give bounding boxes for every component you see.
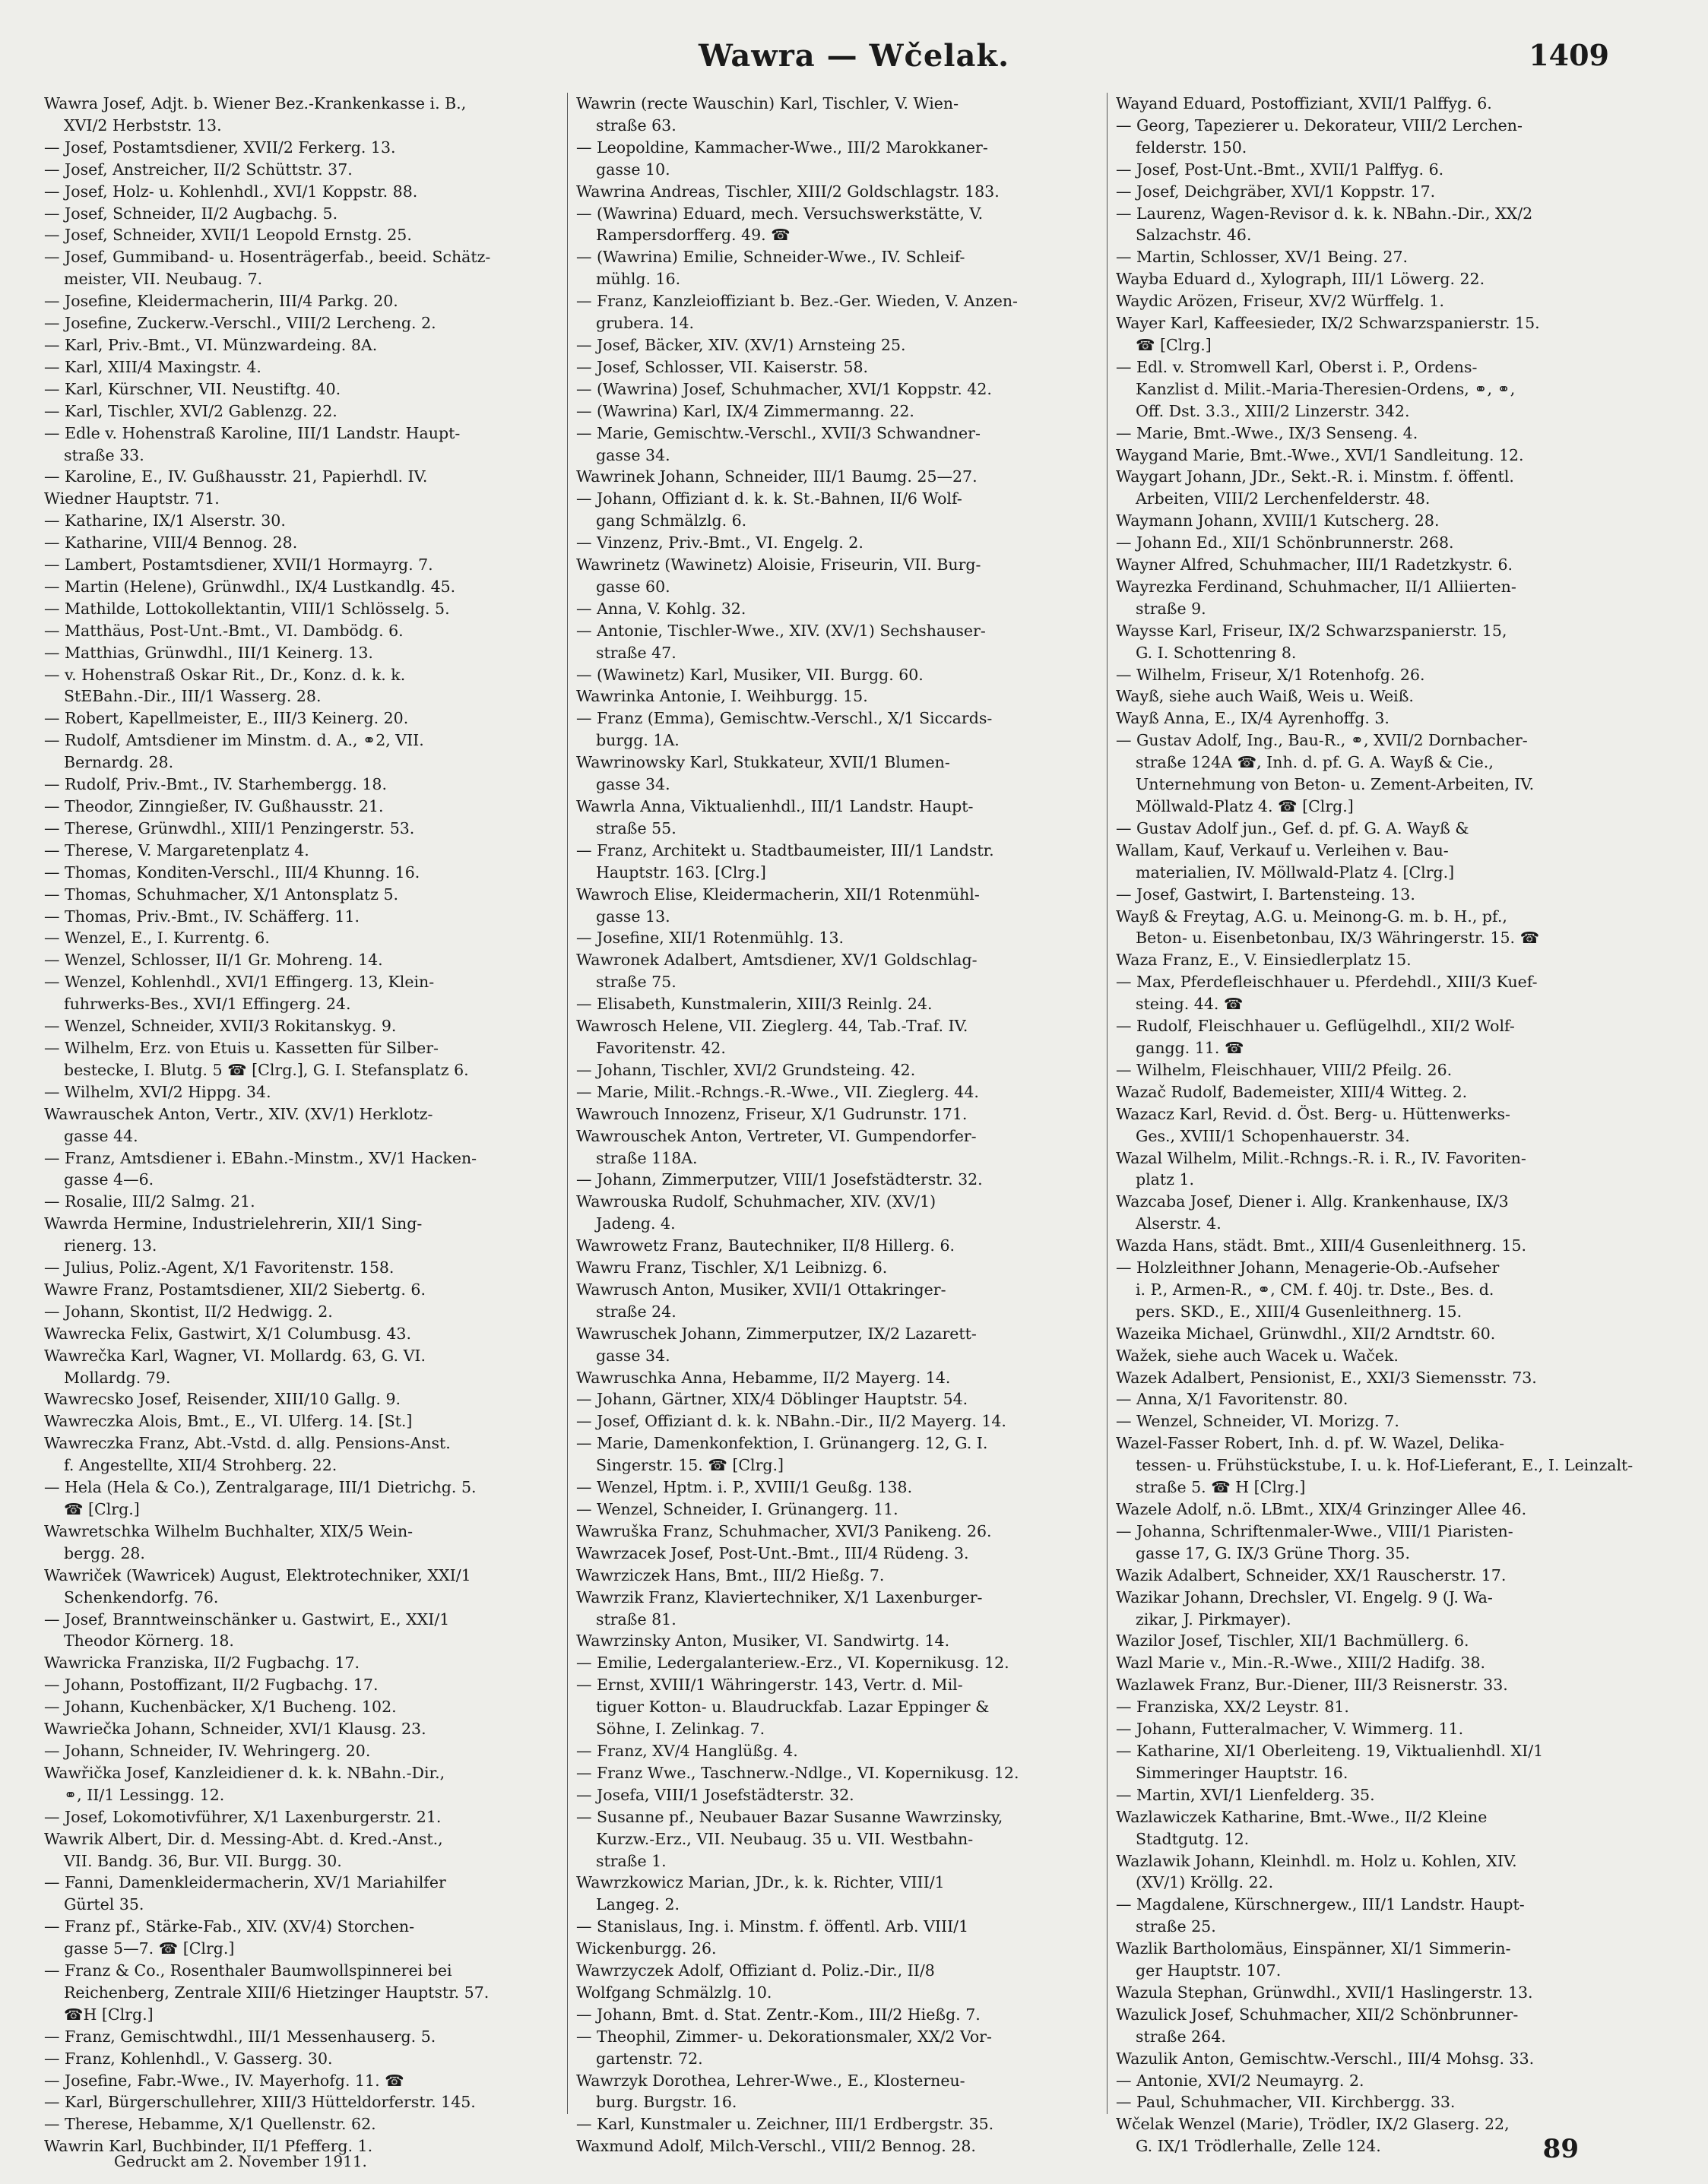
directory-line: — Wilhelm, Fleischhauer, VIII/2 Pfeilg. 26.	[1116, 1060, 1453, 1079]
directory-line: Schenkendorfg. 76.	[64, 1587, 219, 1606]
directory-line: — Paul, Schuhmacher, VII. Kirchbergg. 33.	[1116, 2093, 1456, 2112]
directory-line: — Franz, Amtsdiener i. EBahn.-Minstm., XV/1 Hacken-	[44, 1148, 477, 1167]
directory-line: — v. Hohenstraß Oskar Rit., Dr., Konz. d. k. k.	[44, 665, 406, 684]
directory-line: — Rudolf, Amtsdiener im Minstm. d. A., ⚭2, VII.	[44, 731, 424, 750]
directory-line: — Franz (Emma), Gemischtw.-Verschl., X/1 Siccards-	[576, 709, 993, 728]
directory-line: — Marie, Milit.-Rchngs.-R.-Wwe., VII. Zieglerg. 44.	[576, 1082, 979, 1101]
directory-line: Beton- u. Eisenbetonbau, IX/3 Währingerstr. 15. ☎	[1136, 929, 1540, 948]
directory-line: Wawrusch Anton, Musiker, XVII/1 Ottakringer-	[576, 1280, 946, 1299]
directory-line: — Emilie, Ledergalanteriew.-Erz., VI. Kopernikusg. 12.	[576, 1654, 1009, 1673]
directory-line: — Johann, Postoffizant, II/2 Fugbachg. 17.	[44, 1676, 379, 1695]
directory-line: Simmeringer Hauptstr. 16.	[1136, 1763, 1348, 1782]
directory-line: — Theodor, Zinngießer, IV. Gußhausstr. 21.	[44, 797, 384, 815]
directory-line: — Anna, X/1 Favoritenstr. 80.	[1116, 1390, 1348, 1409]
directory-line: straße 118A.	[596, 1148, 698, 1167]
directory-line: Wawrouschek Anton, Vertreter, VI. Gumpendorfer-	[576, 1126, 977, 1145]
directory-line: — Julius, Poliz.-Agent, X/1 Favoritenstr. 158.	[44, 1258, 395, 1277]
sheet-number: 89	[1542, 2134, 1579, 2164]
directory-line: gasse 34.	[596, 445, 670, 464]
directory-line: Wiedner Hauptstr. 71.	[44, 489, 220, 508]
directory-line: Wawrečka Karl, Wagner, VI. Mollardg. 63, G. VI.	[44, 1346, 426, 1365]
directory-line: — Franz Wwe., Taschnerw.-Ndlge., VI. Kopernikusg. 12.	[576, 1763, 1019, 1782]
directory-line: — (Wawrina) Josef, Schuhmacher, XVI/1 Koppstr. 42.	[576, 379, 992, 398]
directory-line: — Katharine, VIII/4 Bennog. 28.	[44, 533, 298, 552]
directory-line: rienerg. 13.	[64, 1236, 157, 1255]
directory-line: — Therese, Grünwdhl., XIII/1 Penzingerstr. 53.	[44, 818, 415, 837]
directory-line: Wawroch Elise, Kleidermacherin, XII/1 Rotenmühl-	[576, 885, 980, 904]
directory-line: Wazilor Josef, Tischler, XII/1 Bachmüllerg. 6.	[1116, 1632, 1469, 1651]
directory-line: StEBahn.-Dir., III/1 Wasserg. 28.	[64, 687, 322, 706]
directory-line: Wazlawek Franz, Bur.-Diener, III/3 Reisnerstr. 33.	[1116, 1676, 1508, 1695]
directory-line: — Josef, Lokomotivführer, X/1 Laxenburgerstr. 21.	[44, 1807, 442, 1826]
directory-line: — Karl, XIII/4 Maxingstr. 4.	[44, 357, 261, 376]
directory-line: Waygart Johann, JDr., Sekt.-R. i. Minstm. f. öffentl.	[1116, 467, 1514, 486]
directory-line: G. IX/1 Trödlerhalle, Zelle 124.	[1136, 2137, 1381, 2156]
directory-line: Wazik Adalbert, Schneider, XX/1 Rauscherstr. 17.	[1116, 1565, 1507, 1584]
directory-line: — Karl, Bürgerschullehrer, XIII/3 Hütteldorferstr. 145.	[44, 2093, 476, 2112]
directory-line: gasse 60.	[596, 577, 670, 596]
page-number: 1409	[1529, 38, 1609, 72]
directory-line: Wawrzik Franz, Klaviertechniker, X/1 Laxenburger-	[576, 1587, 983, 1606]
directory-line: Waymann Johann, XVIII/1 Kutscherg. 28.	[1116, 511, 1440, 530]
directory-line: Wawronek Adalbert, Amtsdiener, XV/1 Goldschlag-	[576, 951, 978, 970]
directory-line: Wayß & Freytag, A.G. u. Meinong-G. m. b. H., pf.,	[1116, 907, 1507, 926]
directory-line: — Wilhelm, XVI/2 Hippg. 34.	[44, 1082, 271, 1101]
directory-line: Wazek Adalbert, Pensionist, E., XXI/3 Siemensstr. 73.	[1116, 1368, 1537, 1387]
directory-line: steing. 44. ☎	[1136, 995, 1244, 1014]
directory-line: — Wenzel, Schneider, XVII/3 Rokitanskyg. 9.	[44, 1017, 397, 1036]
directory-line: meister, VII. Neubaug. 7.	[64, 270, 263, 289]
directory-line: — Wenzel, Hptm. i. P., XVIII/1 Geußg. 138.	[576, 1478, 913, 1497]
directory-line: Wazulick Josef, Schuhmacher, XII/2 Schönbrunner-	[1116, 2005, 1519, 2024]
directory-line: ☎ [Clrg.]	[64, 1500, 140, 1518]
directory-line: Söhne, I. Zelinkag. 7.	[596, 1720, 765, 1739]
directory-line: materialien, IV. Möllwald-Platz 4. [Clrg.]	[1136, 863, 1455, 882]
directory-line: Wawrin (recte Wauschin) Karl, Tischler, V. Wien-	[576, 94, 959, 112]
directory-line: Wawrda Hermine, Industrielehrerin, XII/1 Sing-	[44, 1214, 423, 1233]
directory-line: — Josef, Schneider, II/2 Augbachg. 5.	[44, 204, 338, 223]
directory-line: gartenstr. 72.	[596, 2049, 703, 2068]
directory-line: straße 25.	[1136, 1917, 1216, 1936]
directory-line: — Theophil, Zimmer- u. Dekorationsmaler, XX/2 Vor-	[576, 2027, 992, 2046]
directory-line: — Hela (Hela & Co.), Zentralgarage, III/1 Dietrichg. 5.	[44, 1478, 477, 1497]
directory-line: ☎H [Clrg.]	[64, 2005, 154, 2024]
directory-line: Wazlawik Johann, Kleinhdl. m. Holz u. Kohlen, XIV.	[1116, 1851, 1517, 1870]
directory-line: — Karl, Kunstmaler u. Zeichner, III/1 Erdbergstr. 35.	[576, 2115, 994, 2134]
directory-line: Wawrinek Johann, Schneider, III/1 Baumg. 25—27.	[576, 467, 978, 486]
directory-line: Wawrecsko Josef, Reisender, XIII/10 Gallg. 9.	[44, 1390, 401, 1409]
directory-line: — Franz, Kohlenhdl., V. Gasserg. 30.	[44, 2049, 333, 2068]
directory-line: gasse 5—7. ☎ [Clrg.]	[64, 1939, 235, 1958]
directory-line: Wayrezka Ferdinand, Schuhmacher, II/1 Alliierten-	[1116, 577, 1516, 596]
directory-line: Wazacz Karl, Revid. d. Öst. Berg- u. Hüttenwerks-	[1116, 1104, 1510, 1123]
directory-line: Wawruška Franz, Schuhmacher, XVI/3 Panikeng. 26.	[576, 1521, 992, 1540]
directory-line: — Gustav Adolf, Ing., Bau-R., ⚭, XVII/2 Dornbacher-	[1116, 731, 1528, 750]
directory-line: — (Wawrina) Karl, IX/4 Zimmermanng. 22.	[576, 401, 914, 420]
directory-line: Wayand Eduard, Postoffiziant, XVII/1 Palffyg. 6.	[1116, 94, 1492, 112]
directory-line: Wayner Alfred, Schuhmacher, III/1 Radetzkystr. 6.	[1116, 555, 1513, 574]
directory-line: straße 55.	[596, 818, 677, 837]
directory-line: — Thomas, Schuhmacher, X/1 Antonsplatz 5.	[44, 885, 399, 904]
directory-line: — (Wawinetz) Karl, Musiker, VII. Burgg. 60.	[576, 665, 924, 684]
directory-line: — Gustav Adolf jun., Gef. d. pf. G. A. Wayß &	[1116, 818, 1469, 837]
directory-line: Wazal Wilhelm, Milit.-Rchngs.-R. i. R., IV. Favoriten-	[1116, 1148, 1526, 1167]
directory-line: — Karl, Tischler, XVI/2 Gablenzg. 22.	[44, 401, 337, 420]
directory-line: — Johanna, Schriftenmaler-Wwe., VIII/1 Piaristen-	[1116, 1521, 1513, 1540]
directory-line: — Josefa, VIII/1 Josefstädterstr. 32.	[576, 1785, 854, 1804]
directory-line: Wawrouska Rudolf, Schuhmacher, XIV. (XV/1)	[576, 1192, 936, 1211]
directory-line: straße 124A ☎, Inh. d. pf. G. A. Wayß & Cie.,	[1136, 753, 1494, 772]
directory-line: Salzachstr. 46.	[1136, 226, 1252, 245]
directory-line: Wazcaba Josef, Diener i. Allg. Krankenhause, IX/3	[1116, 1192, 1509, 1211]
directory-line: — Josef, Deichgräber, XVI/1 Koppstr. 17.	[1116, 182, 1436, 201]
directory-line: straße 5. ☎ H [Clrg.]	[1136, 1478, 1306, 1497]
directory-line: — Anna, V. Kohlg. 32.	[576, 599, 746, 618]
directory-line: — Max, Pferdefleischhauer u. Pferdehdl., XIII/3 Kuef-	[1116, 973, 1538, 992]
directory-line: — Lambert, Postamtsdiener, XVII/1 Hormayrg. 7.	[44, 555, 433, 574]
directory-line: burgg. 1A.	[596, 731, 680, 750]
directory-line: — Josefine, Fabr.-Wwe., IV. Mayerhofg. 11. ☎	[44, 2071, 404, 2090]
directory-line: — Johann, Futteralmacher, V. Wimmerg. 11.	[1116, 1720, 1464, 1739]
directory-line: — Josefine, XII/1 Rotenmühlg. 13.	[576, 929, 844, 948]
directory-line: Wčelak Wenzel (Marie), Trödler, IX/2 Glaserg. 22,	[1116, 2115, 1510, 2134]
directory-line: — Rudolf, Fleischhauer u. Geflügelhdl., XII/2 Wolf-	[1116, 1017, 1515, 1036]
directory-line: Wawrla Anna, Viktualienhdl., III/1 Landstr. Haupt-	[576, 797, 974, 815]
directory-line: platz 1.	[1136, 1170, 1195, 1189]
directory-line: — Magdalene, Kürschnergew., III/1 Landstr. Haupt-	[1116, 1895, 1525, 1914]
directory-line: Wawra Josef, Adjt. b. Wiener Bez.-Krankenkasse i. B.,	[44, 94, 467, 112]
directory-line: — Wenzel, Kohlenhdl., XVI/1 Effingerg. 13, Klein-	[44, 973, 435, 992]
directory-line: Wawřička Josef, Kanzleidiener d. k. k. NBahn.-Dir.,	[44, 1763, 445, 1782]
directory-line: straße 1.	[596, 1851, 667, 1870]
directory-line: straße 33.	[64, 445, 144, 464]
directory-line: Wazel-Fasser Robert, Inh. d. pf. W. Wazel, Delika-	[1116, 1434, 1505, 1453]
directory-line: Wawrina Andreas, Tischler, XIII/2 Goldschlagstr. 183.	[576, 182, 1000, 201]
directory-line: — Karl, Priv.-Bmt., VI. Münzwardeing. 8A.	[44, 335, 378, 354]
directory-line: Bernardg. 28.	[64, 753, 174, 772]
directory-line: — Josefine, Kleidermacherin, III/4 Parkg. 20.	[44, 292, 398, 311]
directory-line: Wayß, siehe auch Waiß, Weis u. Weiß.	[1116, 687, 1414, 706]
directory-line: gasse 13.	[596, 907, 670, 926]
directory-line: Langeg. 2.	[596, 1895, 680, 1914]
directory-line: Wawrowetz Franz, Bautechniker, II/8 Hillerg. 6.	[576, 1236, 955, 1255]
directory-line: — Laurenz, Wagen-Revisor d. k. k. NBahn.-Dir., XX/2	[1116, 204, 1533, 223]
directory-line: grubera. 14.	[596, 314, 695, 333]
directory-line: Wawrinowsky Karl, Stukkateur, XVII/1 Blumen-	[576, 753, 950, 772]
directory-line: — Johann, Kuchenbäcker, X/1 Bucheng. 102.	[44, 1698, 397, 1717]
directory-line: — Antonie, Tischler-Wwe., XIV. (XV/1) Sechshauser-	[576, 621, 986, 640]
directory-line: — Ernst, XVIII/1 Währingerstr. 143, Vertr. d. Mil-	[576, 1676, 963, 1695]
directory-line: — Edl. v. Stromwell Karl, Oberst i. P., Ordens-	[1116, 357, 1478, 376]
directory-line: Jadeng. 4.	[596, 1214, 676, 1233]
directory-line: — Wilhelm, Erz. von Etuis u. Kassetten für Silber-	[44, 1038, 439, 1057]
column-divider	[1107, 93, 1108, 2114]
directory-line: Wawrinka Antonie, I. Weihburgg. 15.	[576, 687, 868, 706]
directory-line: fuhrwerks-Bes., XVI/1 Effingerg. 24.	[64, 995, 351, 1014]
directory-line: — Johann, Skontist, II/2 Hedwigg. 2.	[44, 1302, 333, 1321]
column-2	[576, 93, 1101, 2156]
directory-line: burg. Burgstr. 16.	[596, 2093, 737, 2112]
directory-line: Wickenburgg. 26.	[576, 1939, 717, 1958]
directory-line: — Karl, Kürschner, VII. Neustiftg. 40.	[44, 379, 341, 398]
directory-line: bergg. 28.	[64, 1543, 145, 1562]
directory-line: — Josef, Branntweinschänker u. Gastwirt, E., XXI/1	[44, 1610, 450, 1629]
directory-line: Wažek, siehe auch Wacek u. Waček.	[1116, 1346, 1399, 1365]
directory-line: Rampersdorfferg. 49. ☎	[596, 226, 791, 245]
column-1	[44, 93, 553, 2156]
directory-line: straße 75.	[596, 973, 677, 992]
directory-line: Stadtgutg. 12.	[1136, 1829, 1250, 1848]
directory-line: — Josef, Offiziant d. k. k. NBahn.-Dir., II/2 Mayerg. 14.	[576, 1412, 1006, 1431]
directory-line: — Karoline, E., IV. Gußhausstr. 21, Papierhdl. IV.	[44, 467, 428, 486]
directory-line: — Josef, Holz- u. Kohlenhdl., XVI/1 Koppstr. 88.	[44, 182, 418, 201]
directory-line: Wawreczka Alois, Bmt., E., VI. Ulferg. 14. [St.]	[44, 1412, 413, 1431]
directory-line: gasse 34.	[596, 1346, 670, 1365]
directory-line: Wawre Franz, Postamtsdiener, XII/2 Siebertg. 6.	[44, 1280, 426, 1299]
directory-line: gasse 34.	[596, 775, 670, 794]
directory-line: straße 264.	[1136, 2027, 1226, 2046]
directory-line: — Franz & Co., Rosenthaler Baumwollspinnerei bei	[44, 1961, 452, 1980]
directory-line: — Georg, Tapezierer u. Dekorateur, VIII/2 Lerchen-	[1116, 116, 1523, 135]
directory-line: — Antonie, XVI/2 Neumayrg. 2.	[1116, 2071, 1364, 2090]
directory-line: — Johann, Offiziant d. k. k. St.-Bahnen, II/6 Wolf-	[576, 489, 962, 508]
directory-line: straße 63.	[596, 116, 677, 135]
directory-line: Wawrouch Innozenz, Friseur, X/1 Gudrunstr. 171.	[576, 1104, 968, 1123]
directory-line: — Thomas, Konditen-Verschl., III/4 Khunng. 16.	[44, 863, 420, 882]
directory-line: i. P., Armen-R., ⚭, CM. f. 40j. tr. Dste., Bes. d.	[1136, 1280, 1494, 1299]
directory-line: — Josef, Bäcker, XIV. (XV/1) Arnsteing 25.	[576, 335, 906, 354]
directory-line: — Thomas, Priv.-Bmt., IV. Schäfferg. 11.	[44, 907, 360, 926]
directory-line: — Marie, Damenkonfektion, I. Grünangerg. 12, G. I.	[576, 1434, 988, 1453]
directory-line: Wawrik Albert, Dir. d. Messing-Abt. d. Kred.-Anst.,	[44, 1829, 443, 1848]
directory-line: — Marie, Gemischtw.-Verschl., XVII/3 Schwandner-	[576, 423, 981, 442]
directory-line: Mollardg. 79.	[64, 1368, 171, 1387]
directory-line: — Martin, Schlosser, XV/1 Being. 27.	[1116, 248, 1409, 267]
directory-line: Waza Franz, E., V. Einsiedlerplatz 15.	[1116, 951, 1412, 970]
directory-line: — Wenzel, Schneider, I. Grünangerg. 11.	[576, 1500, 898, 1518]
directory-line: — Rudolf, Priv.-Bmt., IV. Starhembergg. 18.	[44, 775, 387, 794]
directory-line: — Josef, Post-Unt.-Bmt., XVII/1 Palffyg. 6.	[1116, 160, 1444, 179]
directory-line: — Wenzel, Schneider, VI. Morizg. 7.	[1116, 1412, 1399, 1431]
directory-line: gang Schmälzlg. 6.	[596, 511, 747, 530]
directory-line: — Josefine, Zuckerw.-Verschl., VIII/2 Lercheng. 2.	[44, 314, 436, 333]
directory-line: — Therese, V. Margaretenplatz 4.	[44, 840, 309, 859]
directory-line: — Johann, Schneider, IV. Wehringerg. 20.	[44, 1741, 371, 1760]
directory-line: gasse 10.	[596, 160, 670, 179]
directory-line: Alserstr. 4.	[1136, 1214, 1222, 1233]
directory-line: G. I. Schottenring 8.	[1136, 643, 1297, 662]
directory-line: ger Hauptstr. 107.	[1136, 1961, 1282, 1980]
directory-line: — Martin, XVI/1 Lienfelderg. 35.	[1116, 1785, 1375, 1804]
directory-line: — (Wawrina) Emilie, Schneider-Wwe., IV. Schleif-	[576, 248, 965, 267]
directory-line: Wawrzyk Dorothea, Lehrer-Wwe., E., Klosterneu-	[576, 2071, 965, 2090]
directory-line: — Rosalie, III/2 Salmg. 21.	[44, 1192, 255, 1211]
directory-line: Wawriček (Wawricek) August, Elektrotechniker, XXI/1	[44, 1565, 471, 1584]
directory-line: Wazula Stephan, Grünwdhl., XVII/1 Haslingerstr. 13.	[1116, 1983, 1533, 2002]
directory-line: — Josef, Gastwirt, I. Bartensteing. 13.	[1116, 885, 1415, 904]
directory-line: Wazlawiczek Katharine, Bmt.-Wwe., II/2 Kleine	[1116, 1807, 1488, 1826]
directory-line: Wayba Eduard d., Xylograph, III/1 Löwerg. 22.	[1116, 270, 1485, 289]
directory-line: — Robert, Kapellmeister, E., III/3 Keinerg. 20.	[44, 709, 409, 728]
directory-line: — Johann Ed., XII/1 Schönbrunnerstr. 268.	[1116, 533, 1454, 552]
directory-line: — Franz pf., Stärke-Fab., XIV. (XV/4) Storchen-	[44, 1917, 414, 1936]
directory-line: Waysse Karl, Friseur, IX/2 Schwarzspanierstr. 15,	[1116, 621, 1507, 640]
directory-line: Wallam, Kauf, Verkauf u. Verleihen v. Bau-	[1116, 840, 1449, 859]
directory-line: — Franz, Architekt u. Stadtbaumeister, III/1 Landstr.	[576, 840, 994, 859]
directory-line: XVI/2 Herbststr. 13.	[64, 116, 222, 135]
directory-line: — (Wawrina) Eduard, mech. Versuchswerkstätte, V.	[576, 204, 984, 223]
directory-line: mühlg. 16.	[596, 270, 681, 289]
directory-line: — Therese, Hebamme, X/1 Quellenstr. 62.	[44, 2115, 376, 2134]
directory-line: Waygand Marie, Bmt.-Wwe., XVI/1 Sandleitung. 12.	[1116, 445, 1524, 464]
directory-line: Ges., XVIII/1 Schopenhauerstr. 34.	[1136, 1126, 1410, 1145]
directory-line: Wazikar Johann, Drechsler, VI. Engelg. 9 (J. Wa-	[1116, 1587, 1493, 1606]
directory-line: tiguer Kotton- u. Blaudruckfab. Lazar Eppinger &	[596, 1698, 990, 1717]
directory-line: Waxmund Adolf, Milch-Verschl., VIII/2 Bennog. 28.	[576, 2137, 976, 2156]
directory-line: Wawrzacek Josef, Post-Unt.-Bmt., III/4 Rüdeng. 3.	[576, 1543, 969, 1562]
directory-line: f. Angestellte, XII/4 Strohberg. 22.	[64, 1456, 337, 1475]
directory-line: — Franz, Kanzleioffiziant b. Bez.-Ger. Wieden, V. Anzen-	[576, 292, 1018, 311]
directory-line: — Franz, XV/4 Hanglüßg. 4.	[576, 1741, 798, 1760]
directory-line: — Johann, Bmt. d. Stat. Zentr.-Kom., III/2 Hießg. 7.	[576, 2005, 981, 2024]
directory-line: — Matthias, Grünwdhl., III/1 Keinerg. 13.	[44, 643, 373, 662]
directory-line: — Wilhelm, Friseur, X/1 Rotenhofg. 26.	[1116, 665, 1425, 684]
directory-line: — Holzleithner Johann, Menagerie-Ob.-Aufseher	[1116, 1258, 1500, 1277]
directory-line: Favoritenstr. 42.	[596, 1038, 726, 1057]
directory-line: pers. SKD., E., XIII/4 Gusenleithnerg. 15.	[1136, 1302, 1462, 1321]
directory-line: Wawrzinsky Anton, Musiker, VI. Sandwirtg. 14.	[576, 1632, 950, 1651]
page-header	[0, 30, 1708, 84]
directory-line: Wazulik Anton, Gemischtw.-Verschl., III/4 Mohsg. 33.	[1116, 2049, 1535, 2068]
directory-line: Kanzlist d. Milit.-Maria-Theresien-Ordens, ⚭, ⚭,	[1136, 379, 1516, 398]
directory-line: Reichenberg, Zentrale XIII/6 Hietzinger Hauptstr. 57.	[64, 1983, 490, 2002]
directory-line: Singerstr. 15. ☎ [Clrg.]	[596, 1456, 784, 1475]
directory-line: — Elisabeth, Kunstmalerin, XIII/3 Reinlg. 24.	[576, 995, 933, 1014]
directory-line: — Katharine, XI/1 Oberleiteng. 19, Viktualienhdl. XI/1	[1116, 1741, 1544, 1760]
directory-line: — Stanislaus, Ing. i. Minstm. f. öffentl. Arb. VIII/1	[576, 1917, 969, 1936]
directory-line: Wawruschek Johann, Zimmerputzer, IX/2 Lazarett-	[576, 1324, 977, 1343]
directory-line: Wawrzyczek Adolf, Offiziant d. Poliz.-Dir., II/8	[576, 1961, 935, 1980]
directory-line: — Matthäus, Post-Unt.-Bmt., VI. Dambödg. 6.	[44, 621, 404, 640]
directory-line: Wazlik Bartholomäus, Einspänner, XI/1 Simmerin-	[1116, 1939, 1511, 1958]
directory-line: — Wenzel, E., I. Kurrentg. 6.	[44, 929, 270, 948]
directory-line: Off. Dst. 3.3., XIII/2 Linzerstr. 342.	[1136, 401, 1410, 420]
directory-line: ⚭, II/1 Lessingg. 12.	[64, 1785, 225, 1804]
directory-line: Kurzw.-Erz., VII. Neubaug. 35 u. VII. Westbahn-	[596, 1829, 974, 1848]
directory-line: — Leopoldine, Kammacher-Wwe., III/2 Marokkaner-	[576, 138, 988, 157]
directory-line: Wawrauschek Anton, Vertr., XIV. (XV/1) Herklotz-	[44, 1104, 433, 1123]
directory-line: straße 81.	[596, 1610, 677, 1629]
directory-line: gasse 44.	[64, 1126, 138, 1145]
directory-line: straße 24.	[596, 1302, 677, 1321]
directory-line: — Franziska, XX/2 Leystr. 81.	[1116, 1698, 1349, 1717]
directory-line: Theodor Körnerg. 18.	[64, 1632, 234, 1651]
directory-line: — Katharine, IX/1 Alserstr. 30.	[44, 511, 286, 530]
column-divider	[567, 93, 568, 2114]
directory-line: Wawricka Franziska, II/2 Fugbachg. 17.	[44, 1654, 360, 1673]
directory-line: Wawrin Karl, Buchbinder, II/1 Pfefferg. 1.	[44, 2137, 373, 2156]
directory-line: — Josef, Schneider, XVII/1 Leopold Ernstg. 25.	[44, 226, 412, 245]
directory-line: Wawrecka Felix, Gastwirt, X/1 Columbusg. 43.	[44, 1324, 411, 1343]
directory-line: Wayß Anna, E., IX/4 Ayrenhoffg. 3.	[1116, 709, 1390, 728]
directory-line: Arbeiten, VIII/2 Lerchenfelderstr. 48.	[1136, 489, 1431, 508]
directory-line: Möllwald-Platz 4. ☎ [Clrg.]	[1136, 797, 1354, 815]
directory-line: gangg. 11. ☎	[1136, 1038, 1244, 1057]
directory-line: Wawru Franz, Tischler, X/1 Leibnizg. 6.	[576, 1258, 888, 1277]
directory-line: Hauptstr. 163. [Clrg.]	[596, 863, 766, 882]
directory-line: Wazač Rudolf, Bademeister, XIII/4 Witteg. 2.	[1116, 1082, 1468, 1101]
directory-line: — Franz, Gemischtwdhl., III/1 Messenhauserg. 5.	[44, 2027, 436, 2046]
directory-line: — Wenzel, Schlosser, II/1 Gr. Mohreng. 14.	[44, 951, 383, 970]
directory-line: — Fanni, Damenkleidermacherin, XV/1 Mariahilfer	[44, 1873, 446, 1892]
directory-line: Wawrosch Helene, VII. Zieglerg. 44, Tab.-Traf. IV.	[576, 1017, 968, 1036]
directory-line: ☎ [Clrg.]	[1136, 335, 1212, 354]
directory-line: Wawreczka Franz, Abt.-Vstd. d. allg. Pensions-Anst.	[44, 1434, 451, 1453]
directory-line: Wazele Adolf, n.ö. LBmt., XIX/4 Grinzinger Allee 46.	[1116, 1500, 1527, 1518]
directory-line: Wazeika Michael, Grünwdhl., XII/2 Arndtstr. 60.	[1116, 1324, 1496, 1343]
directory-line: Gürtel 35.	[64, 1895, 144, 1914]
directory-line: zikar, J. Pirkmayer).	[1136, 1610, 1291, 1629]
directory-line: VII. Bandg. 36, Bur. VII. Burgg. 30.	[64, 1851, 342, 1870]
print-note: Gedruckt am 2. November 1911.	[114, 2152, 367, 2170]
directory-line: gasse 4—6.	[64, 1170, 154, 1189]
directory-line: bestecke, I. Blutg. 5 ☎ [Clrg.], G. I. Stefansplatz 6.	[64, 1060, 469, 1079]
directory-line: felderstr. 150.	[1136, 138, 1247, 157]
directory-line: — Vinzenz, Priv.-Bmt., VI. Engelg. 2.	[576, 533, 864, 552]
directory-line: — Edle v. Hohenstraß Karoline, III/1 Landstr. Haupt-	[44, 423, 461, 442]
directory-line: Waydic Arözen, Friseur, XV/2 Würffelg. 1.	[1116, 292, 1444, 311]
directory-line: straße 47.	[596, 643, 677, 662]
directory-line: — Johann, Gärtner, XIX/4 Döblinger Hauptstr. 54.	[576, 1390, 968, 1409]
directory-line: — Marie, Bmt.-Wwe., IX/3 Senseng. 4.	[1116, 423, 1418, 442]
directory-line: — Johann, Tischler, XVI/2 Grundsteing. 42.	[576, 1060, 916, 1079]
directory-line: — Johann, Zimmerputzer, VIII/1 Josefstädterstr. 32.	[576, 1170, 983, 1189]
directory-line: straße 9.	[1136, 599, 1206, 618]
directory-line: — Josef, Anstreicher, II/2 Schüttstr. 37.	[44, 160, 353, 179]
directory-line: — Josef, Gummiband- u. Hosenträgerfab., beeid. Schätz-	[44, 248, 491, 267]
directory-line: — Martin (Helene), Grünwdhl., IX/4 Lustkandlg. 45.	[44, 577, 456, 596]
directory-line: Wazda Hans, städt. Bmt., XIII/4 Gusenleithnerg. 15.	[1116, 1236, 1527, 1255]
directory-line: gasse 17, G. IX/3 Grüne Thorg. 35.	[1136, 1543, 1410, 1562]
directory-line: Wayer Karl, Kaffeesieder, IX/2 Schwarzspanierstr. 15.	[1116, 314, 1540, 333]
directory-line: Unternehmung von Beton- u. Zement-Arbeiten, IV.	[1136, 775, 1535, 794]
directory-line: Wawriečka Johann, Schneider, XVI/1 Klausg. 23.	[44, 1720, 426, 1739]
running-head: Wawra — Wčelak.	[698, 38, 1010, 74]
directory-line: tessen- u. Frühstückstube, I. u. k. Hof-Lieferant, E., I. Leinzalt-	[1136, 1456, 1634, 1475]
directory-line: Wawretschka Wilhelm Buchhalter, XIX/5 Wein-	[44, 1521, 414, 1540]
directory-line: — Josef, Postamtsdiener, XVII/2 Ferkerg. 13.	[44, 138, 396, 157]
directory-line: Wawrzkowicz Marian, JDr., k. k. Richter, VIII/1	[576, 1873, 945, 1892]
directory-line: — Josef, Schlosser, VII. Kaiserstr. 58.	[576, 357, 869, 376]
directory-line: Wawrziczek Hans, Bmt., III/2 Hießg. 7.	[576, 1565, 885, 1584]
directory-line: Wolfgang Schmälzlg. 10.	[576, 1983, 772, 2002]
directory-line: Wawrinetz (Wawinetz) Aloisie, Friseurin, VII. Burg-	[576, 555, 981, 574]
directory-line: (XV/1) Kröllg. 22.	[1136, 1873, 1274, 1892]
directory-line: — Mathilde, Lottokollektantin, VIII/1 Schlösselg. 5.	[44, 599, 450, 618]
directory-line: — Susanne pf., Neubauer Bazar Susanne Wawrzinsky,	[576, 1807, 1003, 1826]
directory-line: Wawruschka Anna, Hebamme, II/2 Mayerg. 14.	[576, 1368, 951, 1387]
directory-line: Wazl Marie v., Min.-R.-Wwe., XIII/2 Hadifg. 38.	[1116, 1654, 1486, 1673]
